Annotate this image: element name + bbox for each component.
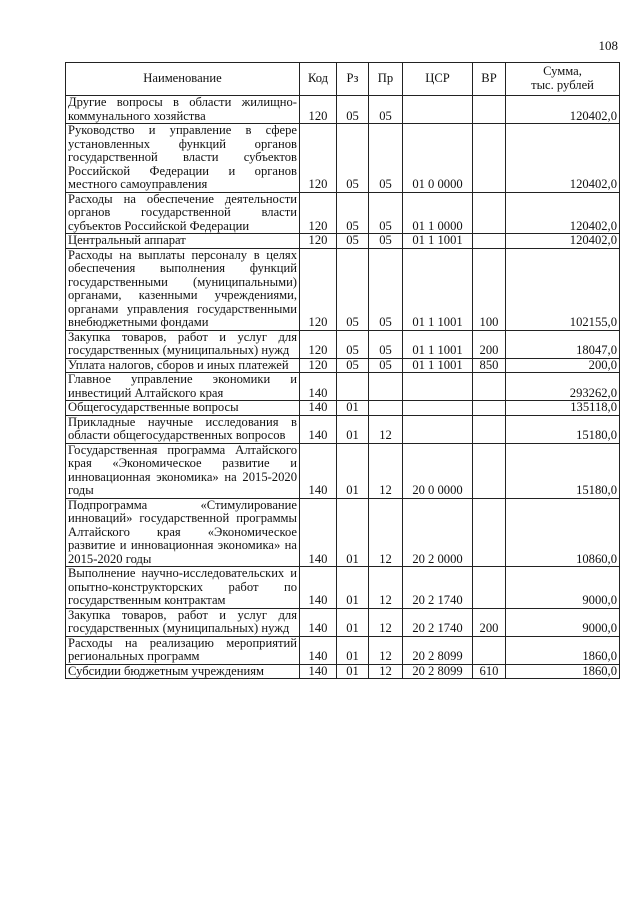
row-sum: 120402,0	[506, 96, 620, 124]
row-vr	[473, 401, 506, 416]
row-vr: 610	[473, 664, 506, 679]
row-csr	[403, 415, 473, 443]
row-csr: 01 1 1001	[403, 248, 473, 330]
row-sum: 1860,0	[506, 664, 620, 679]
row-sum: 10860,0	[506, 498, 620, 567]
row-kod: 140	[300, 443, 337, 498]
row-kod: 120	[300, 234, 337, 249]
table-row	[66, 124, 620, 193]
row-name: Выполнение научно-исследовательских и опытно-конструкторских работ по государственным контрактам	[66, 567, 300, 609]
header-rz: Рз	[337, 63, 369, 96]
table-row	[66, 192, 620, 234]
row-pr: 05	[369, 248, 403, 330]
table-row	[66, 664, 620, 679]
row-pr: 12	[369, 567, 403, 609]
row-vr	[473, 498, 506, 567]
row-name: Закупка товаров, работ и услуг для государственных (муниципальных) нужд	[66, 330, 300, 358]
row-name: Уплата налогов, сборов и иных платежей	[66, 358, 300, 373]
table-row	[66, 373, 620, 401]
row-rz: 01	[337, 608, 369, 636]
row-pr: 05	[369, 358, 403, 373]
row-pr	[369, 373, 403, 401]
row-sum: 102155,0	[506, 248, 620, 330]
header-csr: ЦСР	[403, 63, 473, 96]
row-pr: 12	[369, 664, 403, 679]
row-rz: 01	[337, 401, 369, 416]
row-rz: 01	[337, 498, 369, 567]
row-name: Государственная программа Алтайского края «Экономическое развитие и инновационная экономика» на 2015-2020 годы	[66, 443, 300, 498]
row-sum: 120402,0	[506, 234, 620, 249]
row-name: Прикладные научные исследования в области общегосударственных вопросов	[66, 415, 300, 443]
table-row	[66, 498, 620, 567]
row-pr: 12	[369, 443, 403, 498]
row-rz: 01	[337, 636, 369, 664]
row-kod: 140	[300, 415, 337, 443]
row-rz: 01	[337, 415, 369, 443]
row-name: Субсидии бюджетным учреждениям	[66, 664, 300, 679]
header-row	[66, 63, 620, 96]
row-rz: 01	[337, 567, 369, 609]
header-pr: Пр	[369, 63, 403, 96]
row-rz	[337, 373, 369, 401]
row-kod: 140	[300, 664, 337, 679]
row-pr: 05	[369, 96, 403, 124]
row-csr: 01 1 1001	[403, 234, 473, 249]
row-rz: 05	[337, 358, 369, 373]
table-row	[66, 234, 620, 249]
row-pr: 12	[369, 608, 403, 636]
row-pr: 12	[369, 636, 403, 664]
row-pr: 05	[369, 234, 403, 249]
row-kod: 140	[300, 401, 337, 416]
table-row	[66, 636, 620, 664]
row-kod: 120	[300, 330, 337, 358]
row-pr: 05	[369, 192, 403, 234]
table-row	[66, 608, 620, 636]
table-row	[66, 401, 620, 416]
header-kod: Код	[300, 63, 337, 96]
row-name: Расходы на реализацию мероприятий региональных программ	[66, 636, 300, 664]
row-vr	[473, 567, 506, 609]
row-sum: 9000,0	[506, 567, 620, 609]
row-csr: 20 2 1740	[403, 608, 473, 636]
row-name: Подпрограмма «Стимулирование инноваций» государственной программы Алтайского края «Экономическое развитие и инновационная экономика» на 2015-2020 годы	[66, 498, 300, 567]
table-row	[66, 330, 620, 358]
row-vr	[473, 415, 506, 443]
row-kod: 140	[300, 636, 337, 664]
row-csr	[403, 373, 473, 401]
row-name: Главное управление экономики и инвестиций Алтайского края	[66, 373, 300, 401]
row-sum: 120402,0	[506, 192, 620, 234]
row-rz: 05	[337, 248, 369, 330]
row-vr	[473, 192, 506, 234]
table-row	[66, 96, 620, 124]
header-name: Наименование	[66, 63, 300, 96]
row-pr: 12	[369, 415, 403, 443]
budget-table	[65, 62, 620, 679]
row-vr: 100	[473, 248, 506, 330]
row-vr: 200	[473, 330, 506, 358]
row-vr: 850	[473, 358, 506, 373]
row-sum: 293262,0	[506, 373, 620, 401]
row-rz: 05	[337, 96, 369, 124]
row-vr	[473, 96, 506, 124]
row-kod: 120	[300, 96, 337, 124]
row-sum: 1860,0	[506, 636, 620, 664]
table-row	[66, 567, 620, 609]
row-rz: 01	[337, 664, 369, 679]
row-csr: 01 1 1001	[403, 358, 473, 373]
row-sum: 15180,0	[506, 415, 620, 443]
row-sum: 120402,0	[506, 124, 620, 193]
row-kod: 120	[300, 248, 337, 330]
header-vr: ВР	[473, 63, 506, 96]
page-number: 108	[598, 38, 618, 53]
table-row	[66, 443, 620, 498]
row-pr: 05	[369, 124, 403, 193]
row-name: Расходы на обеспечение деятельности органов государственной власти субъектов Российской Федерации	[66, 192, 300, 234]
row-kod: 140	[300, 498, 337, 567]
row-kod: 140	[300, 373, 337, 401]
row-name: Закупка товаров, работ и услуг для государственных (муниципальных) нужд	[66, 608, 300, 636]
row-rz: 05	[337, 124, 369, 193]
row-kod: 120	[300, 358, 337, 373]
row-pr: 05	[369, 330, 403, 358]
row-kod: 140	[300, 567, 337, 609]
row-vr	[473, 124, 506, 193]
row-sum: 200,0	[506, 358, 620, 373]
row-rz: 01	[337, 443, 369, 498]
row-csr	[403, 401, 473, 416]
table-row	[66, 358, 620, 373]
row-rz: 05	[337, 192, 369, 234]
row-rz: 05	[337, 234, 369, 249]
row-vr	[473, 443, 506, 498]
row-vr	[473, 234, 506, 249]
row-name: Руководство и управление в сфере установленных функций органов государственной власти субъектов Российской Федерации и органов местного самоуправления	[66, 124, 300, 193]
row-name: Общегосударственные вопросы	[66, 401, 300, 416]
row-csr: 20 2 8099	[403, 636, 473, 664]
row-kod: 140	[300, 608, 337, 636]
row-pr: 12	[369, 498, 403, 567]
row-csr	[403, 96, 473, 124]
row-kod: 120	[300, 124, 337, 193]
row-name: Другие вопросы в области жилищно-коммунального хозяйства	[66, 96, 300, 124]
row-sum: 18047,0	[506, 330, 620, 358]
row-vr	[473, 636, 506, 664]
row-csr: 20 0 0000	[403, 443, 473, 498]
row-csr: 01 1 1001	[403, 330, 473, 358]
row-sum: 15180,0	[506, 443, 620, 498]
row-csr: 20 2 1740	[403, 567, 473, 609]
table-row	[66, 415, 620, 443]
row-kod: 120	[300, 192, 337, 234]
table-row	[66, 248, 620, 330]
row-name: Расходы на выплаты персоналу в целях обеспечения выполнения функций государственными (муниципальными) органами, казенными учреждениями, органами управления государственными внебюджетными фондами	[66, 248, 300, 330]
row-name: Центральный аппарат	[66, 234, 300, 249]
row-csr: 20 2 8099	[403, 664, 473, 679]
row-rz: 05	[337, 330, 369, 358]
row-sum: 9000,0	[506, 608, 620, 636]
row-vr	[473, 373, 506, 401]
row-csr: 01 1 0000	[403, 192, 473, 234]
header-sum: Сумма, тыс. рублей	[506, 63, 620, 96]
row-pr	[369, 401, 403, 416]
row-vr: 200	[473, 608, 506, 636]
row-csr: 01 0 0000	[403, 124, 473, 193]
row-sum: 135118,0	[506, 401, 620, 416]
row-csr: 20 2 0000	[403, 498, 473, 567]
